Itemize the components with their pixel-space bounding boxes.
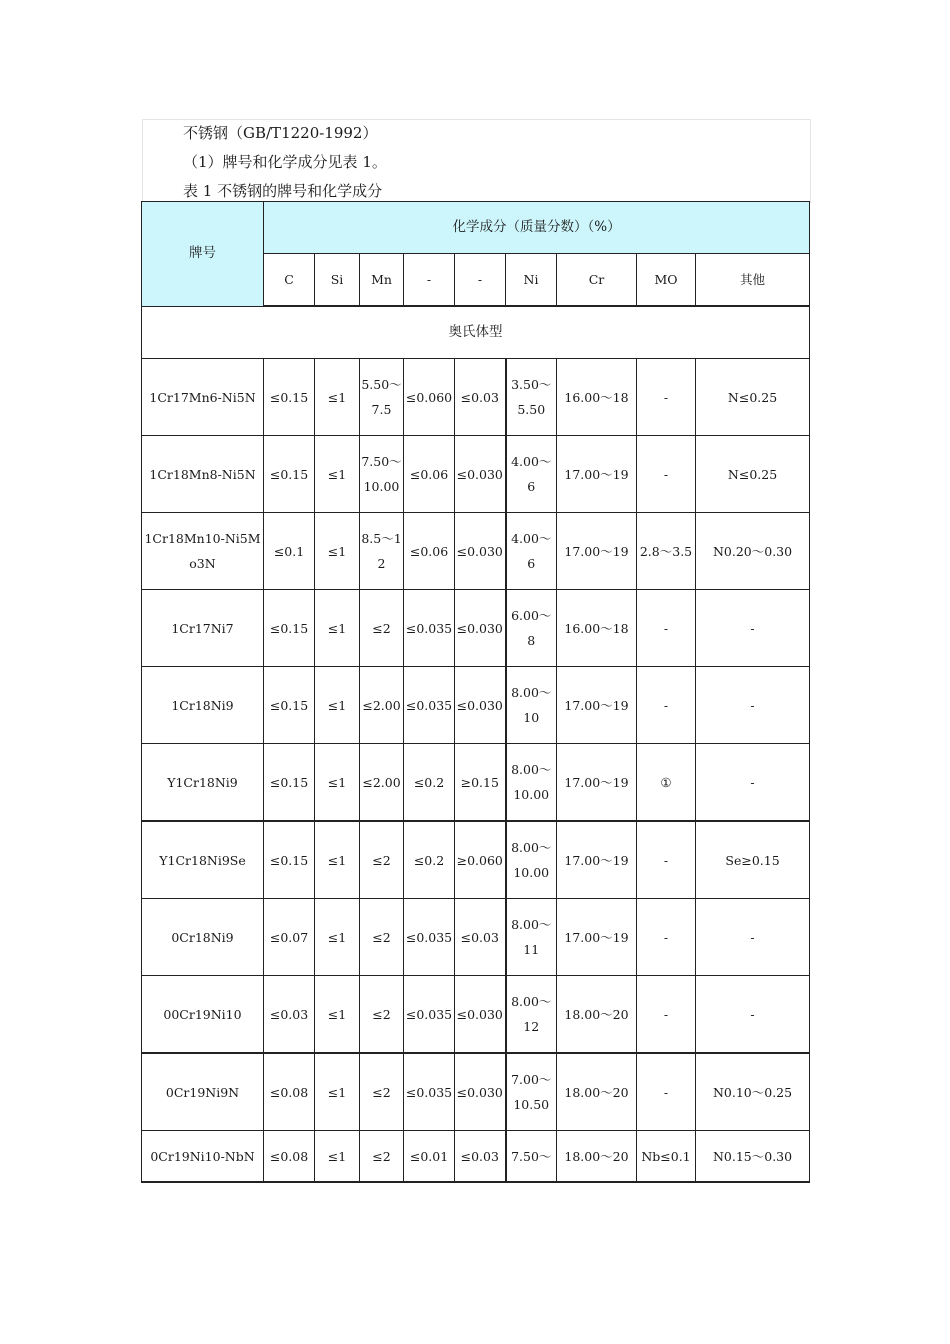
cell-si: ≤1: [315, 436, 360, 513]
cell-ni: 7.50～: [506, 1131, 557, 1183]
cell-si: ≤1: [315, 976, 360, 1054]
cell-other: -: [696, 744, 810, 822]
cell-s: ≤0.030: [455, 513, 506, 590]
cell-c: ≤0.15: [264, 744, 315, 822]
cell-grade: 0Cr19Ni9N: [142, 1053, 264, 1131]
cell-grade: 1Cr17Ni7: [142, 590, 264, 667]
cell-other: Se≥0.15: [696, 821, 810, 899]
cell-c: ≤0.03: [264, 976, 315, 1054]
table-row: [142, 590, 810, 667]
cell-s: ≤0.030: [455, 436, 506, 513]
cell-mn: ≤2: [360, 821, 404, 899]
cell-mo: -: [637, 821, 696, 899]
cell-c: ≤0.15: [264, 590, 315, 667]
cell-cr: 18.00～20: [557, 1053, 637, 1131]
cell-mn: ≤2: [360, 976, 404, 1054]
cell-si: ≤1: [315, 821, 360, 899]
cell-ni: 4.00～6: [506, 436, 557, 513]
cell-cr: 17.00～19: [557, 667, 637, 744]
cell-ni: 8.00～10.00: [506, 821, 557, 899]
cell-grade: 1Cr17Mn6-Ni5N: [142, 359, 264, 436]
column-header-mn: Mn: [360, 254, 404, 307]
document-title: 不锈钢（GB/T1220-1992）: [183, 124, 378, 142]
cell-grade: 1Cr18Mn10-Ni5Mo3N: [142, 513, 264, 590]
cell-cr: 16.00～18: [557, 590, 637, 667]
column-header-ni: Ni: [506, 254, 557, 307]
cell-c: ≤0.15: [264, 821, 315, 899]
cell-p: ≤0.035: [404, 899, 455, 976]
cell-cr: 16.00～18: [557, 359, 637, 436]
table-caption: 表 1 不锈钢的牌号和化学成分: [183, 182, 383, 200]
table-row: [142, 744, 810, 822]
cell-si: ≤1: [315, 667, 360, 744]
cell-cr: 17.00～19: [557, 821, 637, 899]
cell-mo: Nb≤0.1: [637, 1131, 696, 1183]
cell-other: -: [696, 667, 810, 744]
cell-ni: 3.50～5.50: [506, 359, 557, 436]
cell-c: ≤0.15: [264, 667, 315, 744]
cell-si: ≤1: [315, 1131, 360, 1183]
cell-mn: 7.50～10.00: [360, 436, 404, 513]
cell-c: ≤0.08: [264, 1053, 315, 1131]
cell-p: ≤0.060: [404, 359, 455, 436]
cell-mo: -: [637, 667, 696, 744]
cell-ni: 4.00～6: [506, 513, 557, 590]
cell-cr: 18.00～20: [557, 1131, 637, 1183]
cell-cr: 17.00～19: [557, 436, 637, 513]
cell-mn: ≤2: [360, 1053, 404, 1131]
cell-mn: ≤2.00: [360, 667, 404, 744]
column-header-c: C: [264, 254, 315, 307]
cell-mn: ≤2.00: [360, 744, 404, 822]
table-row: [142, 899, 810, 976]
cell-p: ≤0.035: [404, 590, 455, 667]
cell-mn: ≤2: [360, 899, 404, 976]
cell-mo: -: [637, 976, 696, 1054]
cell-grade: Y1Cr18Ni9Se: [142, 821, 264, 899]
cell-other: N0.20～0.30: [696, 513, 810, 590]
cell-mn: ≤2: [360, 590, 404, 667]
cell-ni: 8.00～11: [506, 899, 557, 976]
cell-grade: 00Cr19Ni10: [142, 976, 264, 1054]
cell-c: ≤0.15: [264, 436, 315, 513]
cell-p: ≤0.2: [404, 821, 455, 899]
cell-mn: 5.50～7.5: [360, 359, 404, 436]
cell-si: ≤1: [315, 513, 360, 590]
cell-mo: -: [637, 359, 696, 436]
cell-c: ≤0.08: [264, 1131, 315, 1183]
cell-s: ≤0.030: [455, 590, 506, 667]
cell-other: N0.10～0.25: [696, 1053, 810, 1131]
table-row: [142, 1131, 810, 1183]
cell-cr: 17.00～19: [557, 899, 637, 976]
cell-other: N≤0.25: [696, 436, 810, 513]
table-row: [142, 436, 810, 513]
cell-ni: 8.00～12: [506, 976, 557, 1054]
cell-mo: -: [637, 1053, 696, 1131]
cell-ni: 7.00～10.50: [506, 1053, 557, 1131]
composition-header: 化学成分（质量分数）（%）: [264, 202, 810, 254]
cell-s: ≤0.03: [455, 359, 506, 436]
cell-p: ≤0.035: [404, 667, 455, 744]
cell-si: ≤1: [315, 590, 360, 667]
cell-p: ≤0.035: [404, 1053, 455, 1131]
table-row: [142, 667, 810, 744]
column-header-cr: Cr: [557, 254, 637, 307]
cell-other: -: [696, 899, 810, 976]
column-header-other: 其他: [696, 254, 810, 307]
cell-ni: 6.00～8: [506, 590, 557, 667]
cell-grade: 1Cr18Ni9: [142, 667, 264, 744]
column-header-s: -: [455, 254, 506, 307]
cell-mo: 2.8～3.5: [637, 513, 696, 590]
cell-p: ≤0.06: [404, 436, 455, 513]
cell-p: ≤0.01: [404, 1131, 455, 1183]
cell-s: ≤0.030: [455, 667, 506, 744]
table-row: [142, 821, 810, 899]
table-row: [142, 513, 810, 590]
cell-grade: 0Cr18Ni9: [142, 899, 264, 976]
column-header-mo: MO: [637, 254, 696, 307]
cell-si: ≤1: [315, 359, 360, 436]
cell-mo: ①: [637, 744, 696, 822]
cell-other: -: [696, 590, 810, 667]
cell-mn: 8.5～12: [360, 513, 404, 590]
cell-si: ≤1: [315, 1053, 360, 1131]
cell-p: ≤0.035: [404, 976, 455, 1054]
cell-s: ≤0.03: [455, 899, 506, 976]
cell-s: ≤0.03: [455, 1131, 506, 1183]
cell-cr: 17.00～19: [557, 513, 637, 590]
composition-table: [141, 201, 810, 1183]
cell-other: N≤0.25: [696, 359, 810, 436]
cell-c: ≤0.07: [264, 899, 315, 976]
cell-mo: -: [637, 590, 696, 667]
cell-other: -: [696, 976, 810, 1054]
cell-ni: 8.00～10.00: [506, 744, 557, 822]
cell-s: ≤0.030: [455, 1053, 506, 1131]
brand-header: 牌号: [142, 202, 264, 307]
cell-grade: 0Cr19Ni10-NbN: [142, 1131, 264, 1183]
cell-cr: 18.00～20: [557, 976, 637, 1054]
cell-other: N0.15～0.30: [696, 1131, 810, 1183]
cell-mn: ≤2: [360, 1131, 404, 1183]
cell-si: ≤1: [315, 899, 360, 976]
cell-cr: 17.00～19: [557, 744, 637, 822]
intro-sentence: （1）牌号和化学成分见表 1。: [183, 153, 387, 171]
cell-c: ≤0.1: [264, 513, 315, 590]
cell-grade: 1Cr18Mn8-Ni5N: [142, 436, 264, 513]
cell-grade: Y1Cr18Ni9: [142, 744, 264, 822]
table-row: [142, 359, 810, 436]
cell-p: ≤0.2: [404, 744, 455, 822]
cell-s: ≥0.060: [455, 821, 506, 899]
cell-mo: -: [637, 899, 696, 976]
table-row: [142, 976, 810, 1054]
cell-c: ≤0.15: [264, 359, 315, 436]
cell-s: ≤0.030: [455, 976, 506, 1054]
cell-ni: 8.00～10: [506, 667, 557, 744]
section-austenitic: 奥氏体型: [142, 306, 810, 359]
table-row: [142, 1053, 810, 1131]
cell-p: ≤0.06: [404, 513, 455, 590]
cell-si: ≤1: [315, 744, 360, 822]
column-header-p: -: [404, 254, 455, 307]
cell-mo: -: [637, 436, 696, 513]
column-header-si: Si: [315, 254, 360, 307]
cell-s: ≥0.15: [455, 744, 506, 822]
